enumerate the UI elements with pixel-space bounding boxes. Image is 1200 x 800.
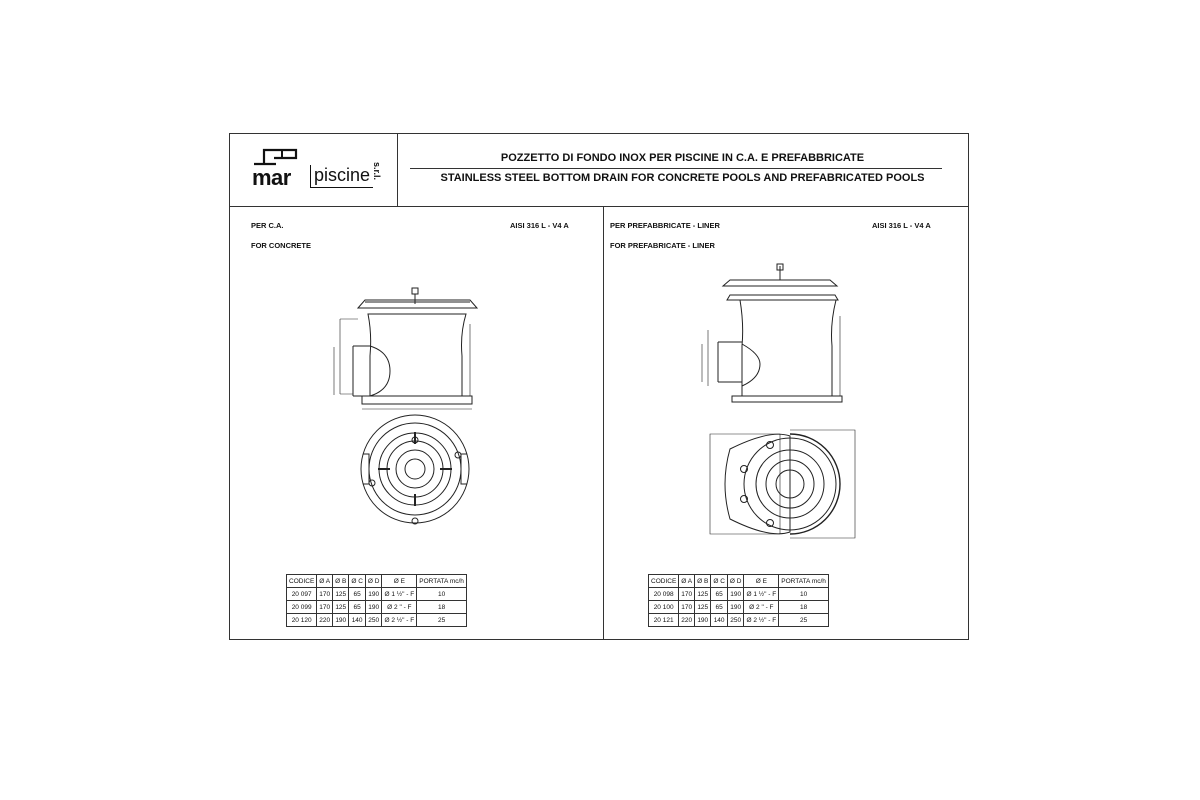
cell: 190 (695, 614, 711, 627)
right-spec-table (648, 574, 829, 627)
cell: 220 (679, 614, 695, 627)
cell: 250 (365, 614, 382, 627)
cell: 125 (695, 601, 711, 614)
th-portata: PORTATA mc/h (779, 575, 829, 588)
cell: 170 (317, 588, 333, 601)
cell: 10 (417, 588, 467, 601)
cell: Ø 2 ½" - F (744, 614, 779, 627)
cell: Ø 1 ½" - F (382, 588, 417, 601)
cell: 20 098 (649, 588, 679, 601)
right-label-en: FOR PREFABRICATE - LINER (610, 241, 715, 250)
cell: 190 (365, 588, 382, 601)
cell: 125 (333, 601, 349, 614)
spec-sheet (229, 133, 969, 640)
cell: 125 (333, 588, 349, 601)
cell: 20 121 (649, 614, 679, 627)
left-spec-table (286, 574, 467, 627)
cell: 20 097 (287, 588, 317, 601)
cell: Ø 1 ½" - F (744, 588, 779, 601)
table-row (649, 588, 829, 601)
logo-srl-text: s.r.l. (372, 162, 382, 181)
th-portata: PORTATA mc/h (417, 575, 467, 588)
cell: 10 (779, 588, 829, 601)
logo-mar-text: mar (252, 165, 291, 190)
cell: 190 (333, 614, 349, 627)
left-material: AISI 316 L - V4 A (510, 221, 569, 230)
cell: 18 (779, 601, 829, 614)
table-row (287, 614, 467, 627)
cell: 170 (317, 601, 333, 614)
th-dia-c: Ø C (349, 575, 366, 588)
cell: 140 (349, 614, 366, 627)
th-codice: CODICE (649, 575, 679, 588)
cell: 20 099 (287, 601, 317, 614)
cell: 25 (417, 614, 467, 627)
th-dia-a: Ø A (317, 575, 333, 588)
cell: 170 (679, 588, 695, 601)
logo-piscine-text: piscine (310, 165, 373, 188)
cell: Ø 2 " - F (382, 601, 417, 614)
th-dia-e: Ø E (744, 575, 779, 588)
cell: 65 (711, 601, 728, 614)
table-row (287, 601, 467, 614)
cell: 170 (679, 601, 695, 614)
right-label-it: PER PREFABBRICATE - LINER (610, 221, 720, 230)
left-label-it: PER C.A. (251, 221, 284, 230)
cell: Ø 2 ½" - F (382, 614, 417, 627)
cell: 65 (349, 601, 366, 614)
cell: 190 (727, 601, 744, 614)
cell: 220 (317, 614, 333, 627)
cell: 18 (417, 601, 467, 614)
cell: 65 (711, 588, 728, 601)
right-drain-drawing (230, 134, 968, 639)
th-dia-d: Ø D (727, 575, 744, 588)
cell: 140 (711, 614, 728, 627)
cell: Ø 2 " - F (744, 601, 779, 614)
th-codice: CODICE (287, 575, 317, 588)
table-row (649, 601, 829, 614)
cell: 190 (365, 601, 382, 614)
cell: 20 100 (649, 601, 679, 614)
cell: 65 (349, 588, 366, 601)
th-dia-a: Ø A (679, 575, 695, 588)
cell: 190 (727, 588, 744, 601)
cell: 20 120 (287, 614, 317, 627)
title-english: STAINLESS STEEL BOTTOM DRAIN FOR CONCRETE POOLS AND PREFABRICATED POOLS (440, 172, 925, 184)
table-row (287, 588, 467, 601)
cell: 125 (695, 588, 711, 601)
table-row (649, 614, 829, 627)
cell: 250 (727, 614, 744, 627)
title-italian: POZZETTO DI FONDO INOX PER PISCINE IN C.A. E PREFABBRICATE (500, 152, 865, 164)
left-label-en: FOR CONCRETE (251, 241, 311, 250)
th-dia-e: Ø E (382, 575, 417, 588)
cell: 25 (779, 614, 829, 627)
th-dia-c: Ø C (711, 575, 728, 588)
right-material: AISI 316 L - V4 A (872, 221, 931, 230)
th-dia-b: Ø B (695, 575, 711, 588)
th-dia-b: Ø B (333, 575, 349, 588)
th-dia-d: Ø D (365, 575, 382, 588)
